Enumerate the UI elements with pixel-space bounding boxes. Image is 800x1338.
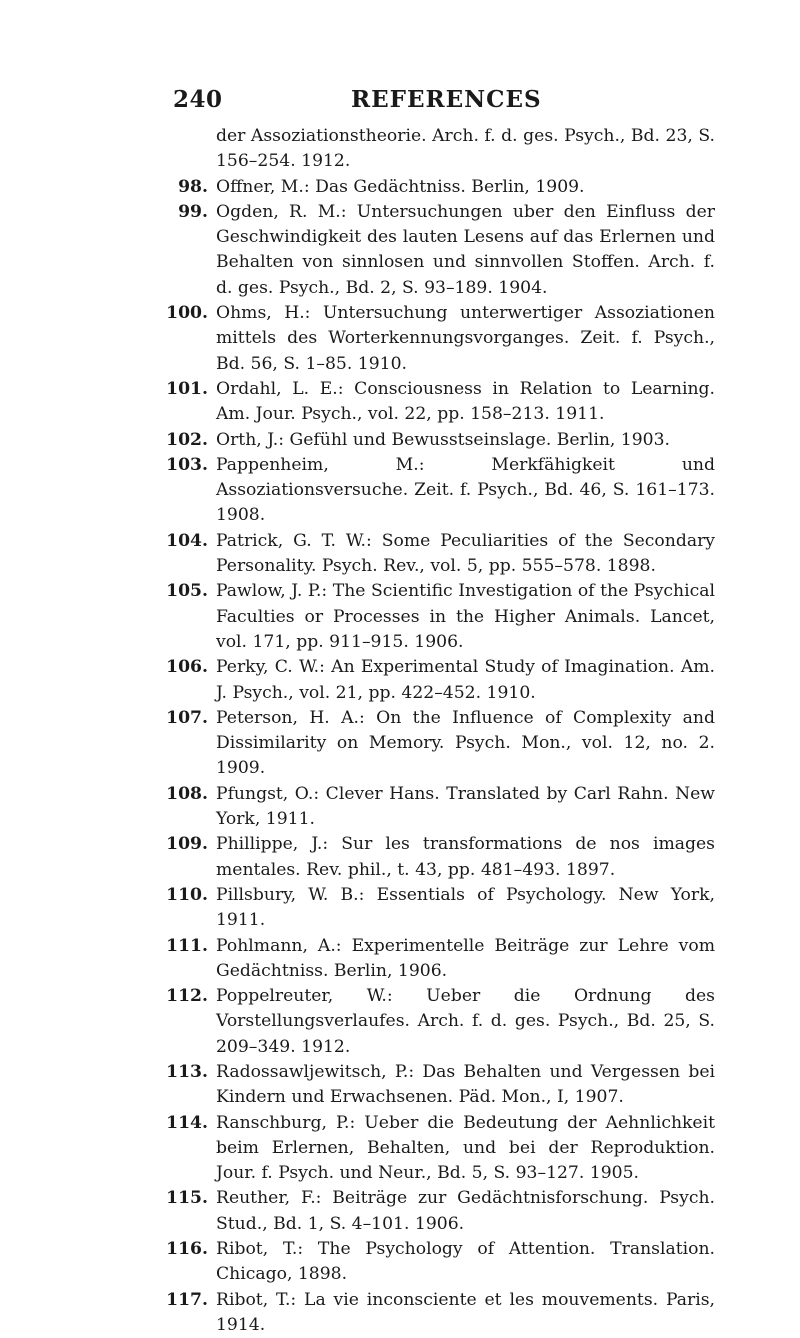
reference-entry bbox=[0, 579, 715, 655]
reference-entry bbox=[0, 984, 715, 1060]
reference-number: 112. bbox=[166, 986, 208, 1007]
page-number: 240 bbox=[173, 86, 223, 113]
reference-number: 116. bbox=[166, 1239, 208, 1260]
reference-entry bbox=[0, 1237, 715, 1288]
reference-text: Ohms, H.: Untersuchung unterwertiger Assoziationen mittels des Worterkennungsvorganges. Zeit. f. Psych., Bd. 56, S. 1–85. 1910. bbox=[216, 303, 715, 374]
reference-entry bbox=[0, 1111, 715, 1187]
running-title: REFERENCES bbox=[351, 86, 542, 113]
reference-number: 98. bbox=[178, 176, 208, 197]
reference-text: Orth, J.: Gefühl und Bewusstseinslage. Berlin, 1903. bbox=[216, 429, 671, 450]
reference-number: 115. bbox=[166, 1188, 208, 1209]
reference-number: 109. bbox=[166, 834, 208, 855]
reference-text: Pfungst, O.: Clever Hans. Translated by Carl Rahn. New York, 1911. bbox=[216, 783, 715, 830]
reference-entry bbox=[0, 428, 715, 453]
reference-text: Ribot, T.: The Psychology of Attention. Translation. Chicago, 1898. bbox=[216, 1239, 715, 1285]
reference-number: 110. bbox=[166, 884, 208, 905]
reference-number: 99. bbox=[178, 201, 208, 222]
reference-text: Phillippe, J.: Sur les transformations de nos images mentales. Rev. phil., t. 43, pp. 481–493. 1897. bbox=[216, 834, 715, 880]
reference-text: Pawlow, J. P.: The Scientific Investigation of the Psychical Faculties or Processes in the Higher Animals. Lancet, vol. 171, pp. 911–915. 1906. bbox=[216, 581, 715, 652]
reference-entry bbox=[0, 782, 715, 833]
reference-text: Ribot, T.: La vie inconsciente et les mouvements. Paris, 1914. bbox=[216, 1289, 715, 1335]
reference-number: 111. bbox=[166, 935, 208, 956]
reference-text: Radossawljewitsch, P.: Das Behalten und Vergessen bei Kindern und Erwachsenen. Päd. Mon., I, 1907. bbox=[216, 1061, 715, 1108]
reference-text: Reuther, F.: Beiträge zur Gedächtnisforschung. Psych. Stud., Bd. 1, S. 4–101. 1906. bbox=[216, 1188, 715, 1234]
reference-text: Ordahl, L. E.: Consciousness in Relation to Learning. Am. Jour. Psych., vol. 22, pp. 158–213. 1911. bbox=[216, 378, 715, 425]
reference-entry bbox=[0, 883, 715, 934]
reference-entry bbox=[0, 1060, 715, 1111]
reference-number: 103. bbox=[166, 454, 208, 475]
reference-number: 107. bbox=[166, 707, 208, 728]
reference-number: 106. bbox=[166, 657, 208, 678]
reference-number: 102. bbox=[166, 429, 208, 450]
reference-entry bbox=[0, 1186, 715, 1237]
reference-entry bbox=[0, 377, 715, 428]
reference-number: 117. bbox=[166, 1289, 208, 1310]
reference-text: Offner, M.: Das Gedächtniss. Berlin, 1909. bbox=[216, 176, 585, 197]
reference-number: 113. bbox=[166, 1061, 208, 1082]
reference-entry bbox=[0, 124, 715, 175]
reference-entry bbox=[0, 200, 715, 301]
reference-text: Pappenheim, M.: Merkfähigkeit und Assoziationsversuche. Zeit. f. Psych., Bd. 46, S. 161–173. 1908. bbox=[216, 454, 715, 526]
reference-number: 105. bbox=[166, 581, 208, 602]
reference-text: der Assoziationstheorie. Arch. f. d. ges. Psych., Bd. 23, S. 156–254. 1912. bbox=[216, 126, 715, 172]
reference-number: 104. bbox=[166, 530, 208, 551]
reference-text: Perky, C. W.: An Experimental Study of Imagination. Am. J. Psych., vol. 21, pp. 422–452. 1910. bbox=[216, 657, 715, 703]
reference-text: Peterson, H. A.: On the Influence of Complexity and Dissimilarity on Memory. Psych. Mon., vol. 12, no. 2. 1909. bbox=[216, 707, 715, 779]
reference-text: Patrick, G. T. W.: Some Peculiarities of the Secondary Personality. Psych. Rev., vol. 5, pp. 555–578. 1898. bbox=[216, 530, 715, 577]
page-header bbox=[173, 86, 715, 118]
reference-text: Poppelreuter, W.: Ueber die Ordnung des Vorstellungsverlaufes. Arch. f. d. ges. Psych., Bd. 25, S. 209–349. 1912. bbox=[216, 986, 715, 1057]
reference-entry bbox=[0, 934, 715, 985]
reference-text: Ranschburg, P.: Ueber die Bedeutung der Aehnlichkeit beim Erlernen, Behalten, und bei der Reproduktion. Jour. f. Psych. und Neur., Bd. 5, S. 93–127. 1905. bbox=[216, 1112, 715, 1184]
reference-entry bbox=[0, 832, 715, 883]
reference-entry bbox=[0, 529, 715, 580]
reference-entry bbox=[0, 1288, 715, 1338]
reference-number: 114. bbox=[166, 1112, 208, 1133]
reference-text: Pohlmann, A.: Experimentelle Beiträge zur Lehre vom Gedächtniss. Berlin, 1906. bbox=[216, 935, 715, 981]
reference-entry bbox=[0, 453, 715, 529]
reference-entry bbox=[0, 301, 715, 377]
reference-number: 101. bbox=[166, 378, 208, 399]
reference-list bbox=[0, 124, 800, 1338]
reference-entry bbox=[0, 706, 715, 782]
reference-text: Ogden, R. M.: Untersuchungen uber den Einfluss der Geschwindigkeit des lauten Lesens auf das Erlernen und Behalten von sinnlosen und sinnvollen Stoffen. Arch. f. d. ges. Psych., Bd. 2, S. 93–189. 1904. bbox=[216, 201, 715, 298]
reference-entry bbox=[0, 655, 715, 706]
reference-number: 108. bbox=[166, 783, 208, 804]
reference-entry bbox=[0, 175, 715, 200]
reference-number: 100. bbox=[166, 303, 208, 324]
reference-text: Pillsbury, W. B.: Essentials of Psychology. New York, 1911. bbox=[216, 884, 715, 931]
